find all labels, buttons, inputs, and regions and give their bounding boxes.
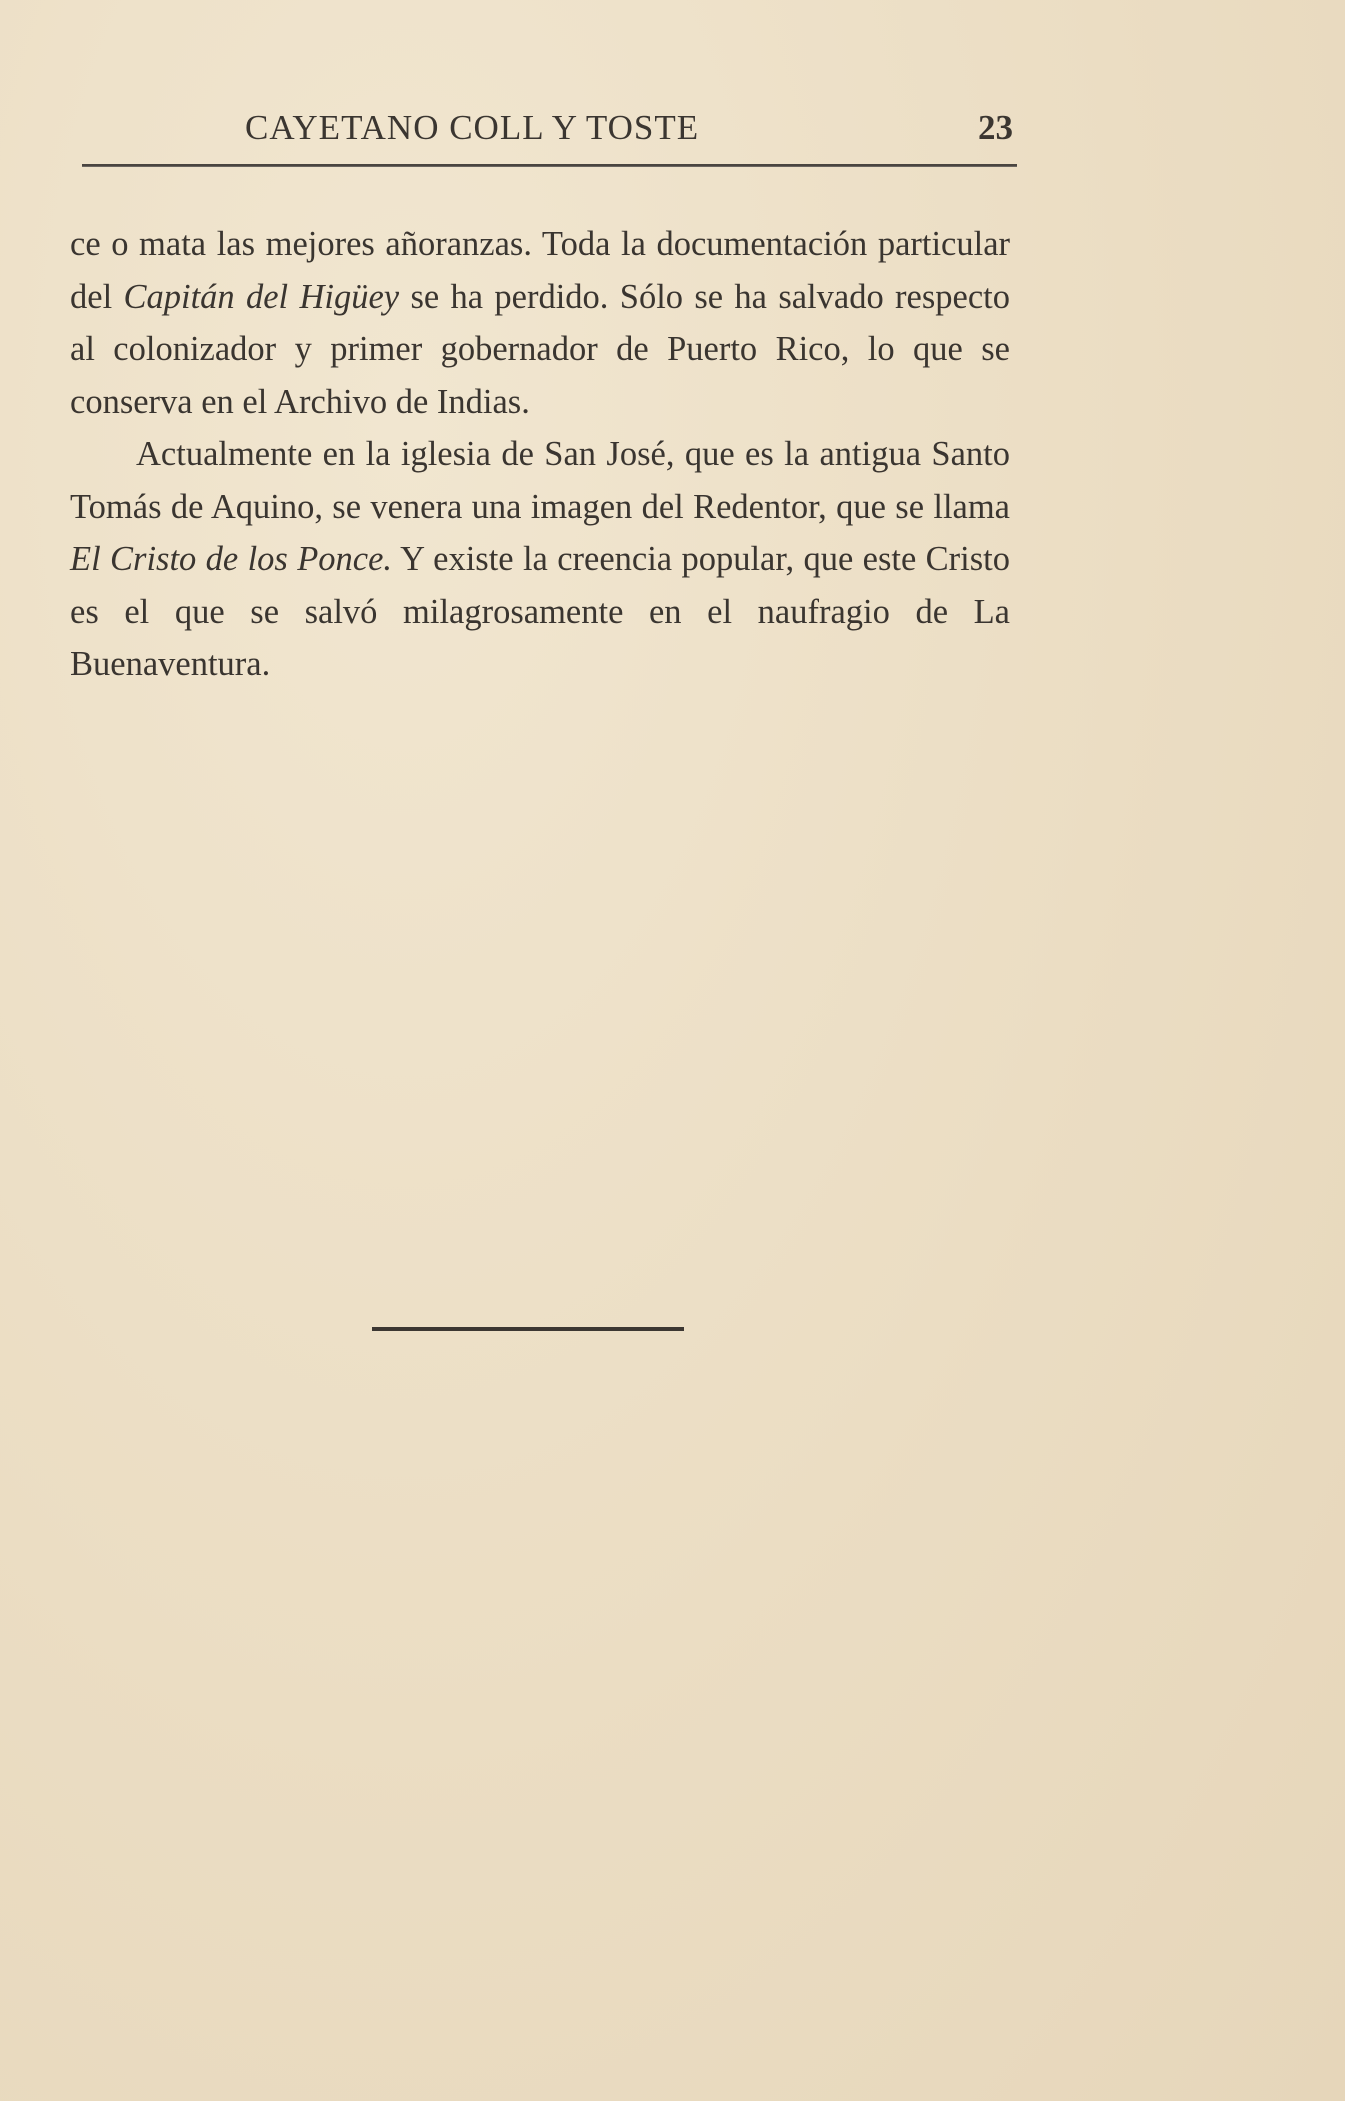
body-text [70, 218, 1010, 691]
end-of-section-rule [372, 1327, 684, 1331]
paragraph-1 [70, 218, 1010, 428]
paragraph-1-italic: Capitán del Higüey [123, 277, 400, 316]
paragraph-2-text-b: Y existe la creencia popular, que este Cristo es el que se salvó milagrosamente en el naufragio de La Buenaventura. [70, 540, 1010, 683]
running-head-title: CAYETANO COLL Y TOSTE [245, 108, 700, 147]
page-number: 23 [978, 108, 1013, 147]
paragraph-2-italic: El Cristo de los Ponce. [70, 540, 393, 578]
paragraph-1-text-a: ce o mata las mejores añoranzas. Toda la documentación particular del [70, 225, 1010, 316]
paragraph-1-text-b: se ha perdido. Sólo se ha salvado respecto al colonizador y primer gobernador de Puerto Rico, lo que se conserva en el Archivo de Indias. [70, 277, 1010, 421]
header-rule [82, 164, 1017, 167]
paragraph-2-text-a: Actualmente en la iglesia de San José, que es la antigua Santo Tomás de Aquino, se venera una imagen del Redentor, que se llama [70, 435, 1010, 526]
paragraph-2 [70, 428, 1010, 691]
